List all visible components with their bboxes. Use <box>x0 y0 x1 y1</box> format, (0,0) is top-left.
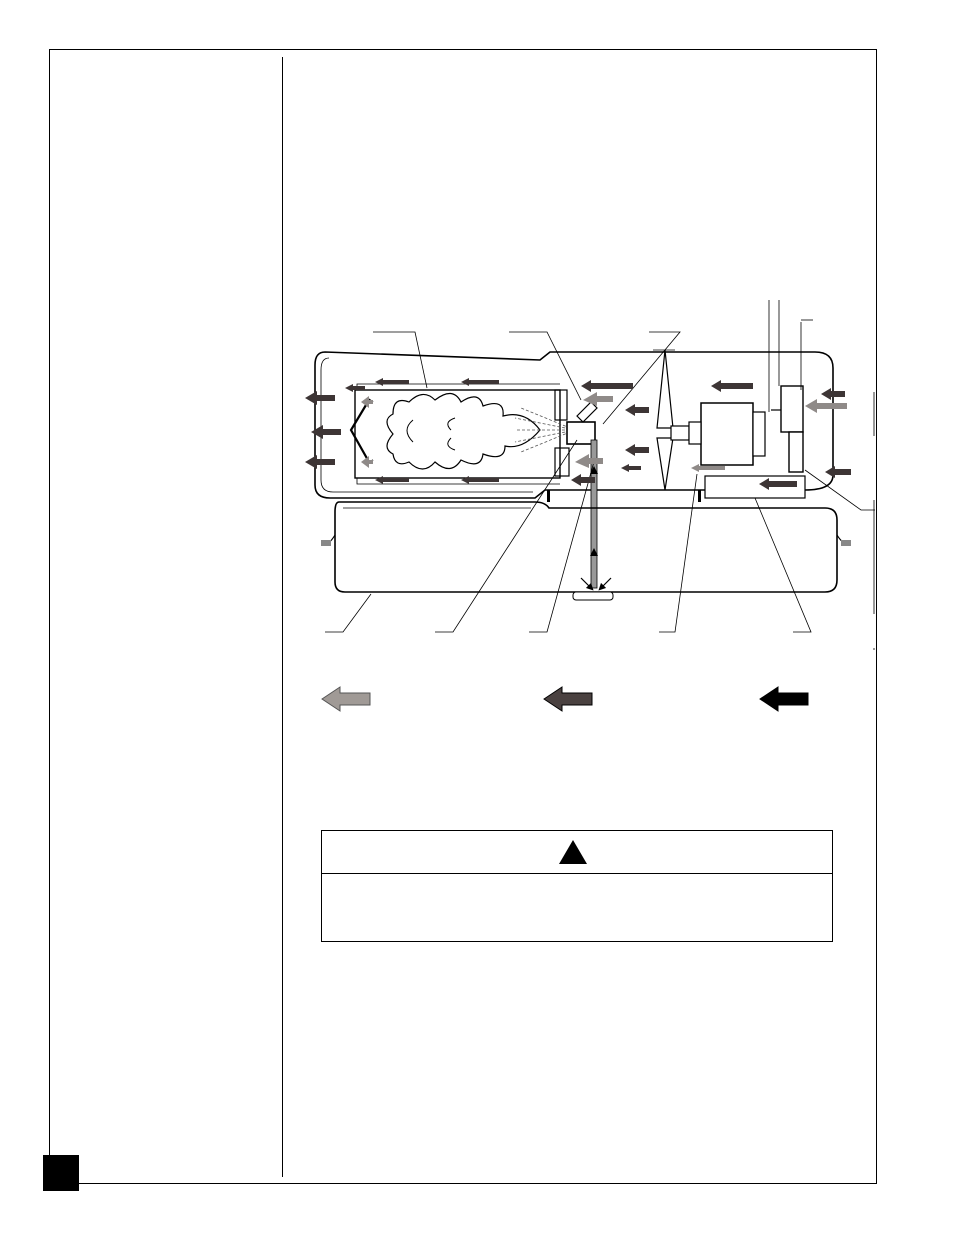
pump-assembly <box>771 386 803 472</box>
fuel-tank <box>335 502 837 592</box>
warning-box <box>321 830 833 942</box>
airflow-arrows-light <box>361 392 847 472</box>
medium-arrow-icon <box>542 684 594 714</box>
dark-arrow-icon <box>758 684 810 714</box>
motor <box>689 403 765 465</box>
airflow-legend <box>320 684 840 724</box>
column-divider <box>282 57 283 1177</box>
legend-item <box>320 684 380 724</box>
legend-item <box>542 684 602 724</box>
flame-shape <box>387 393 540 469</box>
page-number-tab <box>43 1155 79 1191</box>
legend-item <box>758 684 818 724</box>
flame-deflector <box>351 400 369 462</box>
warning-body <box>322 874 832 894</box>
fan-blade <box>657 350 689 490</box>
heater-cutaway-diagram <box>285 290 875 650</box>
light-arrow-icon <box>320 684 372 714</box>
warning-triangle-icon <box>558 839 588 865</box>
warning-header <box>322 831 832 874</box>
